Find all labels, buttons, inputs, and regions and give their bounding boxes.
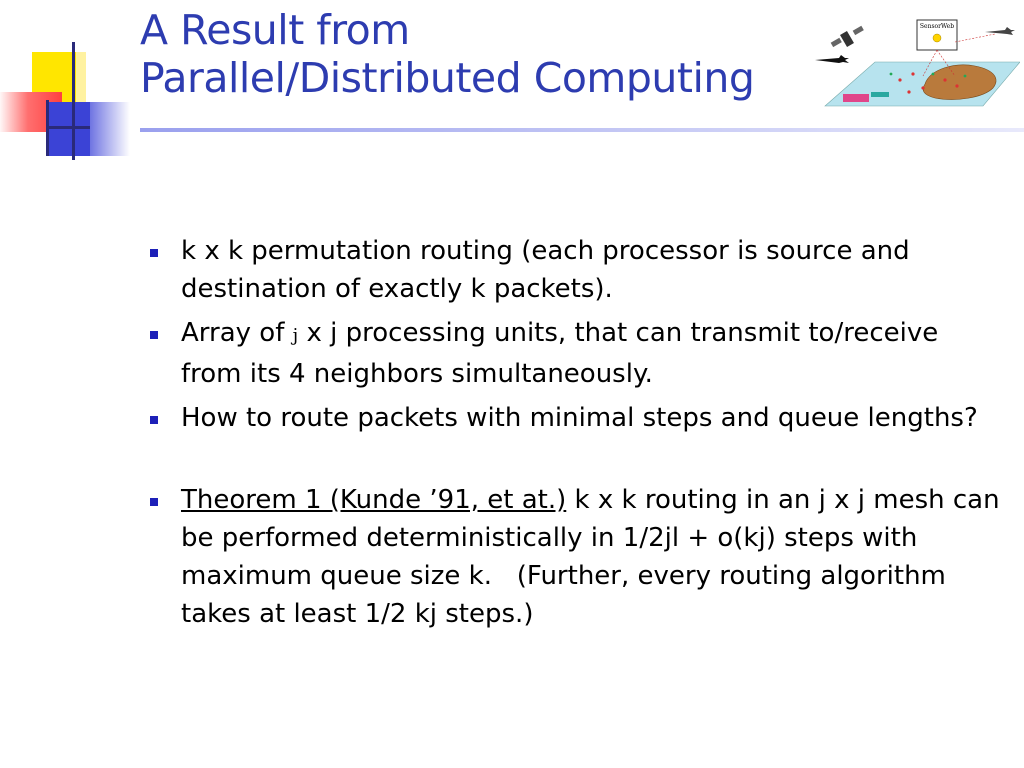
airplane-icon bbox=[815, 55, 849, 63]
deco-line bbox=[72, 42, 75, 160]
title-rule bbox=[140, 128, 1024, 132]
sensorweb-illustration bbox=[805, 14, 1020, 126]
satellite-icon bbox=[831, 26, 864, 47]
title-line-2: Parallel/Distributed Computing bbox=[140, 54, 755, 102]
corner-decoration bbox=[0, 0, 140, 170]
bullet-text-suffix: x j processing units, that can transmit to/receive from its 4 neighbors simultaneously. bbox=[181, 318, 939, 389]
theorem-text: k x k routing in an j x j mesh can be performed deterministically in 1/2jl + o(kj) steps with maximum queue size k. (Further, every routing algorithm takes at least 1/2 kj steps.) bbox=[181, 485, 1008, 629]
bullet-item bbox=[150, 232, 1000, 308]
deco-yellow-fade bbox=[76, 52, 86, 102]
bullet-text-prefix: Array of bbox=[181, 318, 293, 348]
bullet-symbol: j bbox=[292, 325, 299, 346]
theorem-reference: Theorem 1 (Kunde ’91, et at.) bbox=[181, 485, 567, 515]
bulb-icon bbox=[933, 34, 941, 42]
bullet-square-icon bbox=[150, 416, 158, 424]
deco-blue-fade bbox=[90, 102, 130, 156]
bullet-item-theorem bbox=[150, 481, 1008, 633]
bullet-list bbox=[150, 232, 1008, 639]
sensorweb-label: SensorWeb bbox=[919, 23, 955, 30]
bullet-square-icon bbox=[150, 498, 158, 506]
bullet-square-icon bbox=[150, 249, 158, 257]
pink-patch bbox=[843, 94, 869, 102]
bullet-item bbox=[150, 399, 1000, 437]
title-line-1: A Result from bbox=[140, 6, 410, 54]
bullet-text: How to route packets with minimal steps and queue lengths? bbox=[181, 403, 978, 433]
slide-title bbox=[140, 6, 754, 102]
deco-blue-square bbox=[46, 102, 90, 156]
bullet-square-icon bbox=[150, 331, 158, 339]
bullet-text: k x k permutation routing (each processor is source and destination of exactly k packets). bbox=[181, 236, 910, 304]
drone-icon bbox=[985, 27, 1015, 35]
teal-patch bbox=[871, 92, 889, 97]
deco-line bbox=[46, 126, 90, 129]
bullet-item bbox=[150, 314, 1000, 393]
